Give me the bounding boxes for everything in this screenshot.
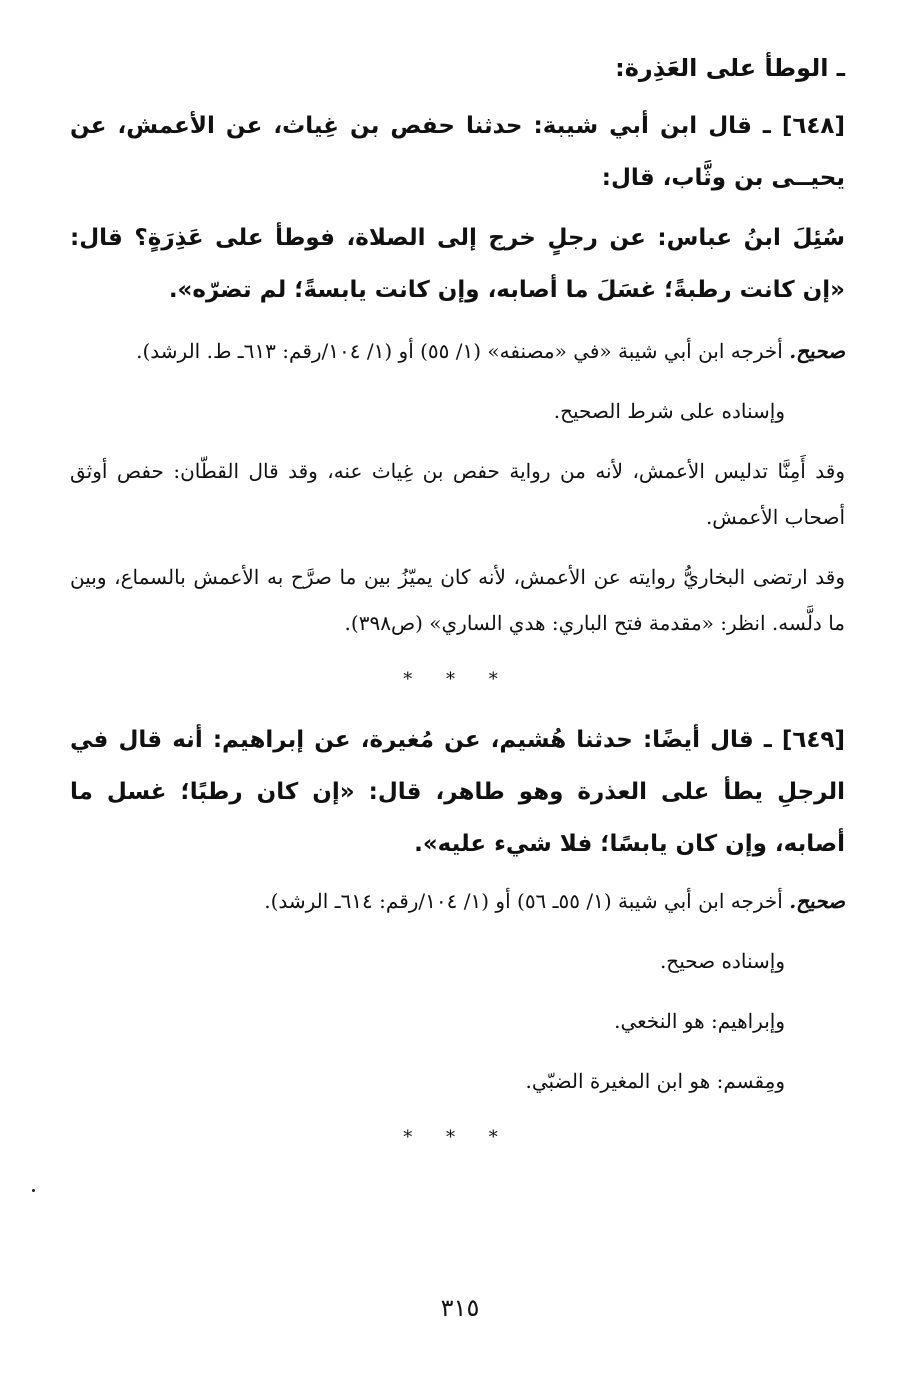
hadith-648-grade: صحيح. [789,339,845,363]
section-separator-end: * * * [403,1127,512,1148]
section-heading: ـ الوطأ على العَذِرة: [615,54,845,82]
hadith-648-chain: [٦٤٨] ـ قال ابن أبي شيبة: حدثنا حفص بن غِياث، عن الأعمش، عن يحيــى بن وثَّاب، قال: [70,113,845,191]
hadith-649-text: [٦٤٩] ـ قال أيضًا: حدثنا هُشيم، عن مُغيرة، عن إبراهيم: أنه قال في الرجلِ يطأ على العذرة وهو طاهر، قال: «إن كان رطبًا؛ غسل ما أصابه، وإن كان يابسًا؛ فلا شيء عليه». [70,727,845,857]
hadith-649-isnad: وإسناده صحيح. [659,949,785,973]
page-body [70,48,845,1172]
hadith-648-note-bukhari: وقد ارتضى البخاريُّ روايته عن الأعمش، لأنه كان يميّزُ بين ما صرَّح به الأعمش بالسماع، وبين ما دلَّسه. انظر: «مقدمة فتح الباري: هدي الساري» (ص٣٩٨). [70,565,845,635]
section-separator: * * * [403,669,512,690]
hadith-649-source: أخرجه ابن أبي شيبة (١/ ٥٥ـ ٥٦) أو (١/ ١٠٤/رقم: ٦١٤ـ الرشد). [264,889,783,913]
hadith-649-grade: صحيح. [789,889,845,913]
hadith-648-takhrij [70,328,845,374]
hadith-648-isnad: وإسناده على شرط الصحيح. [553,399,785,423]
hadith-648-note-tadlis: وقد أَمِنَّا تدليس الأعمش، لأنه من رواية حفص بن غِياث عنه، وقد قال القطّان: حفص أوثق أصحاب الأعمش. [70,459,845,529]
hadith-648-text: سُئِلَ ابنُ عباس: عن رجلٍ خرج إلى الصلاة، فوطأ على عَذِرَةٍ؟ قال: «إن كانت رطبةً؛ غسَلَ ما أصابه، وإن كانت يابسةً؛ لم تضرّه». [70,225,845,303]
hadith-649-ibrahim: وإبراهيم: هو النخعي. [614,1009,785,1033]
page-number: ٣١٥ [440,1294,480,1322]
scan-speck [32,1189,35,1192]
hadith-648-source: أخرجه ابن أبي شيبة «في «مصنفه» (١/ ٥٥) أو (١/ ١٠٤/رقم: ٦١٣ـ ط. الرشد). [136,339,783,363]
hadith-649-miqsam: ومِقسم: هو ابن المغيرة الضبّي. [525,1069,785,1093]
hadith-649-takhrij [70,878,845,924]
